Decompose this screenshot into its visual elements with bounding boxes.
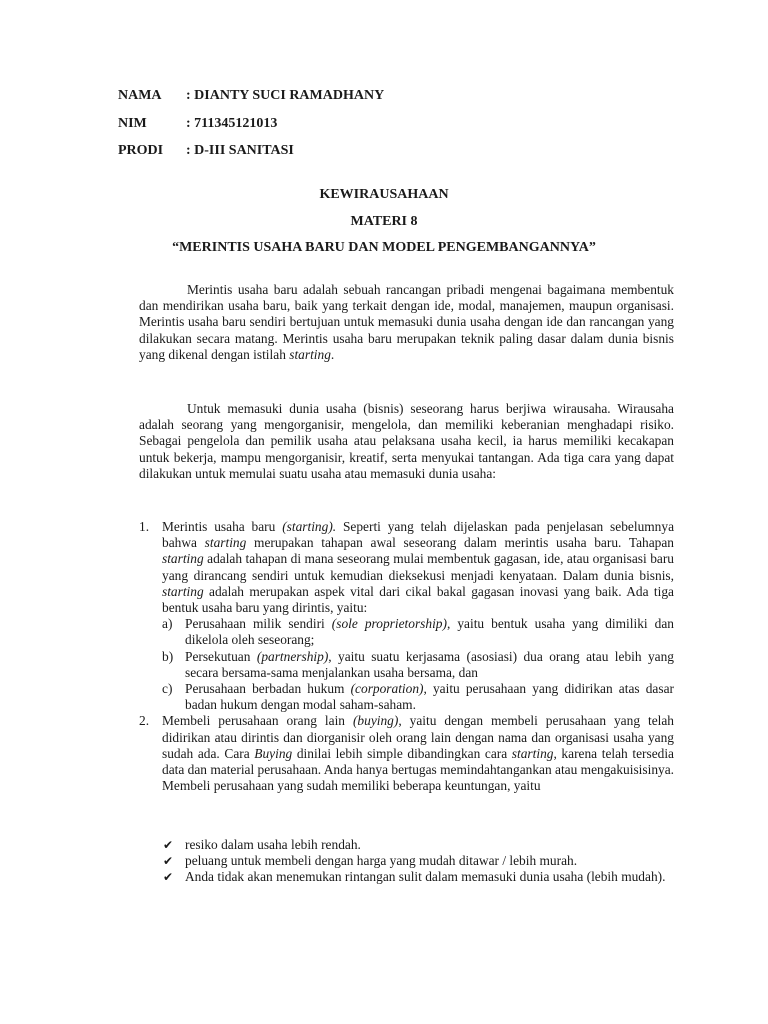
nim-value: : 711345121013 — [186, 116, 278, 131]
checkmark-icon: ✔ — [163, 870, 174, 885]
nim-label: NIM — [118, 116, 147, 131]
name-label: NAMA — [118, 88, 162, 103]
list-item-corporation: c) Perusahaan berbadan hukum (corporation), yaitu perusahaan yang didirikan atas dasar badan hukum dengan modal saham-saham. — [162, 681, 674, 713]
materi-title: MATERI 8 — [350, 214, 418, 229]
checkmark-icon: ✔ — [163, 838, 174, 852]
prodi-value: : D-III SANITASI — [186, 143, 294, 158]
checklist-item: ✔ peluang untuk membeli dengan harga yang mudah ditawar / lebih murah. — [163, 853, 578, 869]
checklist-item: ✔ resiko dalam usaha lebih rendah. — [163, 837, 361, 852]
paragraph-entering-business: Untuk memasuki dunia usaha (bisnis) seseorang harus berjiwa wirausaha. Wirausaha adalah seorang yang mengorganisir, mengelola, dan memiliki keberanian menghadapi risiko. Sebagai pengelola dan pemilik usaha atau pelaksana usaha kecil, ia harus memiliki kecakapan untuk bekerja, mampu mengorganisir, kreatif, serta menyukai tantangan. Ada tiga cara yang dapat dilakukan untuk memulai suatu usaha atau memasuki dunia usaha: — [139, 401, 674, 481]
list-item-sole-proprietorship: a) Perusahaan milik sendiri (sole proprietorship), yaitu bentuk usaha yang dimiliki dan dikelola oleh seseorang; — [162, 616, 674, 648]
list-item-starting: 1. Merintis usaha baru (starting). Seperti yang telah dijelaskan pada penjelasan sebelumnya bahwa starting merupakan tahapan awal seseorang dalam merintis usaha baru. Tahapan starting adalah tahapan di mana seseorang mulai membentuk gagasan, ide, atau organisasi baru yang dirancang sendiri untuk kemudian dieksekusi menjadi kenyataan. Dalam dunia bisnis, starting adalah merupakan aspek vital dari cikal bakal gagasan inovasi yang baik. Ada tiga bentuk usaha baru yang dirintis, yaitu: a) Perusahaan milik sendiri (sole proprietorship), yaitu bentuk usaha yang dimiliki dan dikelola oleh seseorang; b) Persekutuan (partnership), yaitu suatu kerjasama (asosiasi) dua orang atau lebih yang secara bersama-sama menjalankan usaha bersama, dan c) Perusahaan berbadan hukum (corporation), yaitu perusahaan yang didirikan atas dasar badan hukum dengan modal saham-saham. — [139, 519, 675, 713]
student-name-row — [118, 88, 384, 104]
course-title: KEWIRAUSAHAAN — [319, 187, 449, 202]
methods-list — [139, 519, 674, 794]
paragraph-intro: Merintis usaha baru adalah sebuah rancangan pribadi mengenai bagaimana membentuk dan mendirikan usaha baru, baik yang terkait dengan ide, modal, manajemen, maupun organisasi. Merintis usaha baru sendiri bertujuan untuk memasuki dunia usaha dengan ide dan rancangan yang dilakukan secara matang. Merintis usaha baru merupakan teknik paling dasar dalam dunia bisnis yang dikenal dengan istilah starting. — [139, 282, 674, 362]
name-value: : DIANTY SUCI RAMADHANY — [186, 88, 385, 103]
business-forms-list — [162, 616, 674, 713]
list-item-partnership: b) Persekutuan (partnership), yaitu suatu kerjasama (asosiasi) dua orang atau lebih yang secara bersama-sama menjalankan usaha bersama, dan — [162, 648, 674, 680]
list-item-buying: 2. Membeli perusahaan orang lain (buying), yaitu dengan membeli perusahaan yang telah didirikan atau dirintis dan diorganisir oleh orang lain dengan nama dan organisasi usaha yang sudah ada. Cara Buying dinilai lebih simple dibandingkan cara starting, karena telah tersedia data dan material perusahaan. Anda hanya bertugas memindahtangankan atau mengakuisisinya. Membeli perusahaan yang sudah memiliki beberapa keuntungan, yaitu — [139, 713, 675, 794]
checkmark-icon: ✔ — [163, 854, 174, 869]
benefits-checklist — [162, 837, 674, 886]
student-prodi-row — [118, 143, 294, 159]
checklist-item: ✔ Anda tidak akan menemukan rintangan sulit dalam memasuki dunia usaha (lebih mudah). — [163, 869, 666, 885]
prodi-label: PRODI — [118, 143, 164, 158]
student-nim-row — [118, 116, 277, 132]
topic-title: “MERINTIS USAHA BARU DAN MODEL PENGEMBANGANNYA” — [172, 240, 596, 255]
